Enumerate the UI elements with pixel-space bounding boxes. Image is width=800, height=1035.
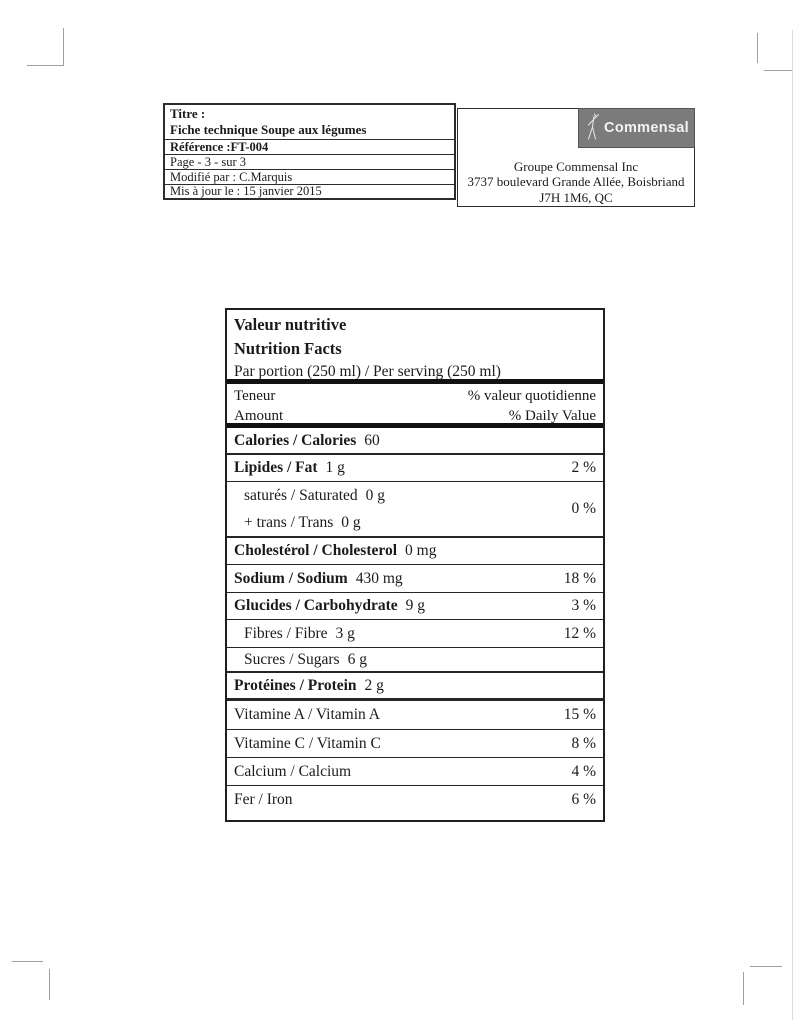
nutrition-title-fr: Valeur nutritive <box>234 315 347 334</box>
saturated-label: saturés / Saturated <box>244 487 358 504</box>
company-address <box>458 159 694 206</box>
crop-mark-bottom-left-vertical <box>49 969 50 1000</box>
row-carbohydrate <box>227 593 603 620</box>
crop-mark-top-right-horizontal <box>764 70 793 71</box>
calcium-label: Calcium / Calcium <box>234 762 352 780</box>
trans-label: + trans / Trans <box>244 514 334 531</box>
sugars-amount: 6 g <box>347 650 367 668</box>
doc-title-value: Fiche technique Soupe aux légumes <box>170 122 367 137</box>
row-iron <box>227 786 603 814</box>
crop-mark-top-left-vertical <box>63 28 64 66</box>
company-name: Groupe Commensal Inc <box>513 158 639 174</box>
col-dv-en: % Daily Value <box>508 408 596 424</box>
iron-label: Fer / Iron <box>234 791 293 808</box>
vitamin-c-label: Vitamine C / Vitamin C <box>234 734 381 752</box>
sodium-amount: 430 mg <box>355 569 403 587</box>
col-dv-fr: % valeur quotidienne <box>467 388 596 404</box>
commensal-logo <box>578 108 695 148</box>
doc-title-row <box>165 105 454 140</box>
crop-mark-bottom-right-vertical <box>743 972 744 1005</box>
carbohydrate-label: Glucides / Carbohydrate <box>234 597 398 614</box>
col-amount-en: Amount <box>234 408 284 424</box>
nutrition-column-headers <box>227 384 603 428</box>
row-vitamin-c <box>227 730 603 758</box>
carbohydrate-amount: 9 g <box>405 597 425 614</box>
fibre-amount: 3 g <box>335 624 355 642</box>
row-fat <box>227 455 603 482</box>
protein-label: Protéines / Protein <box>234 676 357 694</box>
doc-modified-row: Modifié par : C.Marquis <box>165 170 454 185</box>
row-sugars <box>227 648 603 673</box>
crop-mark-top-left-horizontal <box>27 65 64 66</box>
row-cholesterol <box>227 538 603 565</box>
fibre-dv: 12 % <box>563 624 596 642</box>
crop-mark-bottom-left-horizontal <box>12 961 43 962</box>
fat-label: Lipides / Fat <box>234 459 318 476</box>
serving-size-line: Par portion (250 ml) / Per serving (250 ml) <box>234 363 501 380</box>
crop-mark-top-right-vertical <box>757 33 758 63</box>
company-box <box>457 108 695 207</box>
doc-page-row: Page - 3 - sur 3 <box>165 155 454 170</box>
scan-edge-artifact <box>792 30 793 1020</box>
fibre-label: Fibres / Fibre <box>244 624 328 642</box>
calories-amount: 60 <box>364 431 380 449</box>
company-street: 3737 boulevard Grande Allée, Boisbriand <box>467 174 685 189</box>
vitamin-a-dv: 15 % <box>563 706 596 723</box>
nutrition-facts-table <box>225 308 605 822</box>
document-info-table <box>163 103 456 200</box>
row-sodium <box>227 565 603 593</box>
commensal-figure-icon <box>584 112 602 144</box>
doc-updated-row: Mis à jour le : 15 janvier 2015 <box>170 185 322 198</box>
calories-label: Calories / Calories <box>234 431 357 449</box>
doc-title-label: Titre : <box>170 106 206 121</box>
fat-dv: 2 % <box>571 459 596 476</box>
carbohydrate-dv: 3 % <box>571 597 596 614</box>
row-calcium <box>227 758 603 786</box>
row-protein <box>227 673 603 701</box>
cholesterol-amount: 0 mg <box>405 542 437 559</box>
col-amount-fr: Teneur <box>234 388 276 404</box>
vitamin-c-dv: 8 % <box>571 734 596 752</box>
company-city: J7H 1M6, QC <box>539 189 613 205</box>
vitamin-a-label: Vitamine A / Vitamin A <box>234 706 380 723</box>
sodium-label: Sodium / Sodium <box>234 569 348 587</box>
iron-dv: 6 % <box>571 791 596 808</box>
saturated-amount: 0 g <box>365 487 386 504</box>
nutrition-header <box>227 310 603 384</box>
sodium-dv: 18 % <box>563 569 596 587</box>
row-vitamin-a <box>227 701 603 730</box>
doc-reference-row: Référence :FT-004 <box>165 140 454 155</box>
row-calories <box>227 428 603 455</box>
saturated-trans-dv: 0 % <box>571 500 596 517</box>
crop-mark-bottom-right-horizontal <box>750 966 782 967</box>
trans-amount: 0 g <box>341 514 361 531</box>
sugars-label: Sucres / Sugars <box>244 650 340 668</box>
commensal-logo-text: Commensal <box>604 120 689 136</box>
cholesterol-label: Cholestérol / Cholesterol <box>234 542 398 559</box>
nutrition-title-en: Nutrition Facts <box>234 338 342 358</box>
protein-amount: 2 g <box>364 676 384 694</box>
calcium-dv: 4 % <box>571 762 596 780</box>
fat-amount: 1 g <box>325 459 345 476</box>
row-fibre <box>227 620 603 648</box>
row-saturated-trans <box>227 482 603 538</box>
